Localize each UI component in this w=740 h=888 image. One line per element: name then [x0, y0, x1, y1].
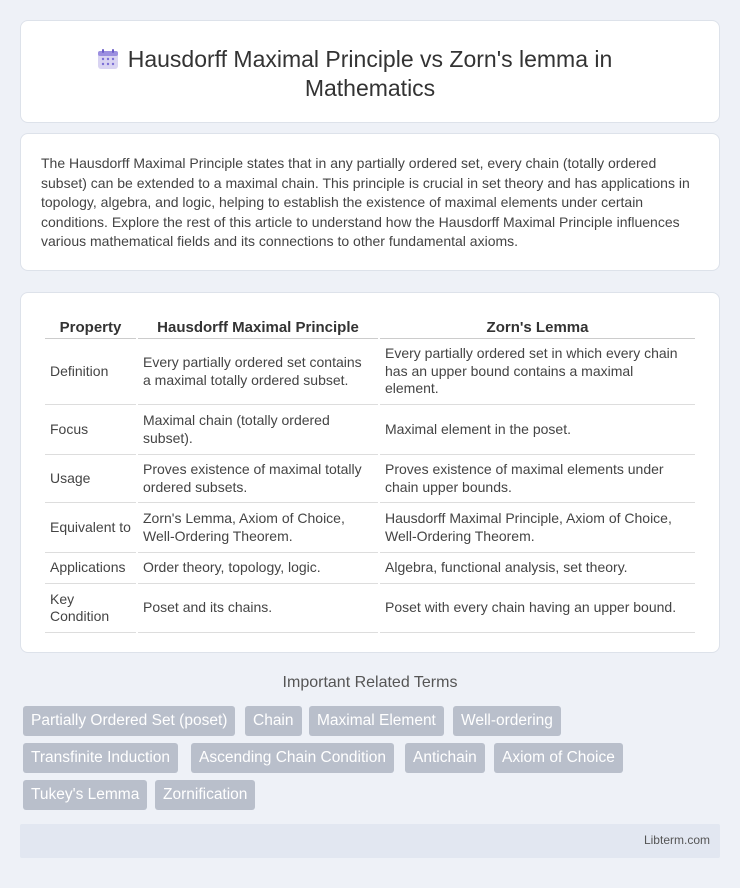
row-property: Definition: [45, 339, 136, 405]
row-property: Usage: [45, 455, 136, 503]
row-zorn: Every partially ordered set in which every chain has an upper bound contains a maximal element.: [380, 339, 695, 405]
footer: [20, 824, 720, 858]
tag-chain[interactable]: Chain: [245, 706, 302, 736]
table-row: [45, 584, 695, 633]
header-zorn: Zorn's Lemma: [380, 313, 695, 339]
tag-zornification[interactable]: Zornification: [155, 780, 255, 810]
comparison-card: [20, 292, 720, 653]
related-terms-title: Important Related Terms: [282, 674, 458, 691]
row-hausdorff: Zorn's Lemma, Axiom of Choice, Well-Ordering Theorem.: [138, 503, 378, 553]
page-title: Hausdorff Maximal Principle vs Zorn's lemma in Mathematics: [127, 46, 613, 101]
row-zorn: Proves existence of maximal elements under chain upper bounds.: [380, 455, 695, 503]
row-property: Equivalent to: [45, 503, 136, 553]
tag-well-ordering[interactable]: Well-ordering: [453, 706, 561, 736]
intro-card: [20, 133, 720, 271]
header-property: Property: [45, 313, 136, 339]
tag-transfinite-induction[interactable]: Transfinite Induction: [23, 743, 178, 773]
tag-antichain[interactable]: Antichain: [405, 743, 485, 773]
tag-maximal-element[interactable]: Maximal Element: [309, 706, 444, 736]
row-hausdorff: Maximal chain (totally ordered subset).: [138, 405, 378, 455]
table-row: [45, 503, 695, 553]
tag-axiom-of-choice[interactable]: Axiom of Choice: [494, 743, 623, 773]
row-zorn: Algebra, functional analysis, set theory.: [380, 553, 695, 584]
row-zorn: Maximal element in the poset.: [380, 405, 695, 455]
table-row: [45, 553, 695, 584]
comparison-table: [43, 313, 697, 633]
title-card: [20, 20, 720, 123]
row-property: Applications: [45, 553, 136, 584]
header-hausdorff: Hausdorff Maximal Principle: [138, 313, 378, 339]
row-hausdorff: Poset and its chains.: [138, 584, 378, 633]
intro-paragraph: The Hausdorff Maximal Principle states that in any partially ordered set, every chain (totally ordered subset) can be extended to a maximal chain. This principle is crucial in set theory and has applications in topology, algebra, and logic, helping to establish the existence of maximal elements under certain conditions. Explore the rest of this article to understand how the Hausdorff Maximal Principle influences various mathematical fields and its connections to other fundamental axioms.: [41, 155, 690, 250]
footer-site-link[interactable]: Libterm.com: [643, 833, 710, 847]
row-hausdorff: Order theory, topology, logic.: [138, 553, 378, 584]
row-property: Focus: [45, 405, 136, 455]
tag-tukeys-lemma[interactable]: Tukey's Lemma: [23, 780, 147, 810]
row-property: Key Condition: [45, 584, 136, 633]
tag-partially-ordered-set[interactable]: Partially Ordered Set (poset): [23, 706, 235, 736]
row-zorn: Poset with every chain having an upper bound.: [380, 584, 695, 633]
table-row: [45, 455, 695, 503]
row-hausdorff: Proves existence of maximal totally ordered subsets.: [138, 455, 378, 503]
table-header-row: [45, 313, 695, 339]
row-hausdorff: Every partially ordered set contains a maximal totally ordered subset.: [138, 339, 378, 405]
table-row: [45, 405, 695, 455]
tag-ascending-chain-condition[interactable]: Ascending Chain Condition: [191, 743, 394, 773]
table-row: [45, 339, 695, 405]
row-zorn: Hausdorff Maximal Principle, Axiom of Choice, Well-Ordering Theorem.: [380, 503, 695, 553]
